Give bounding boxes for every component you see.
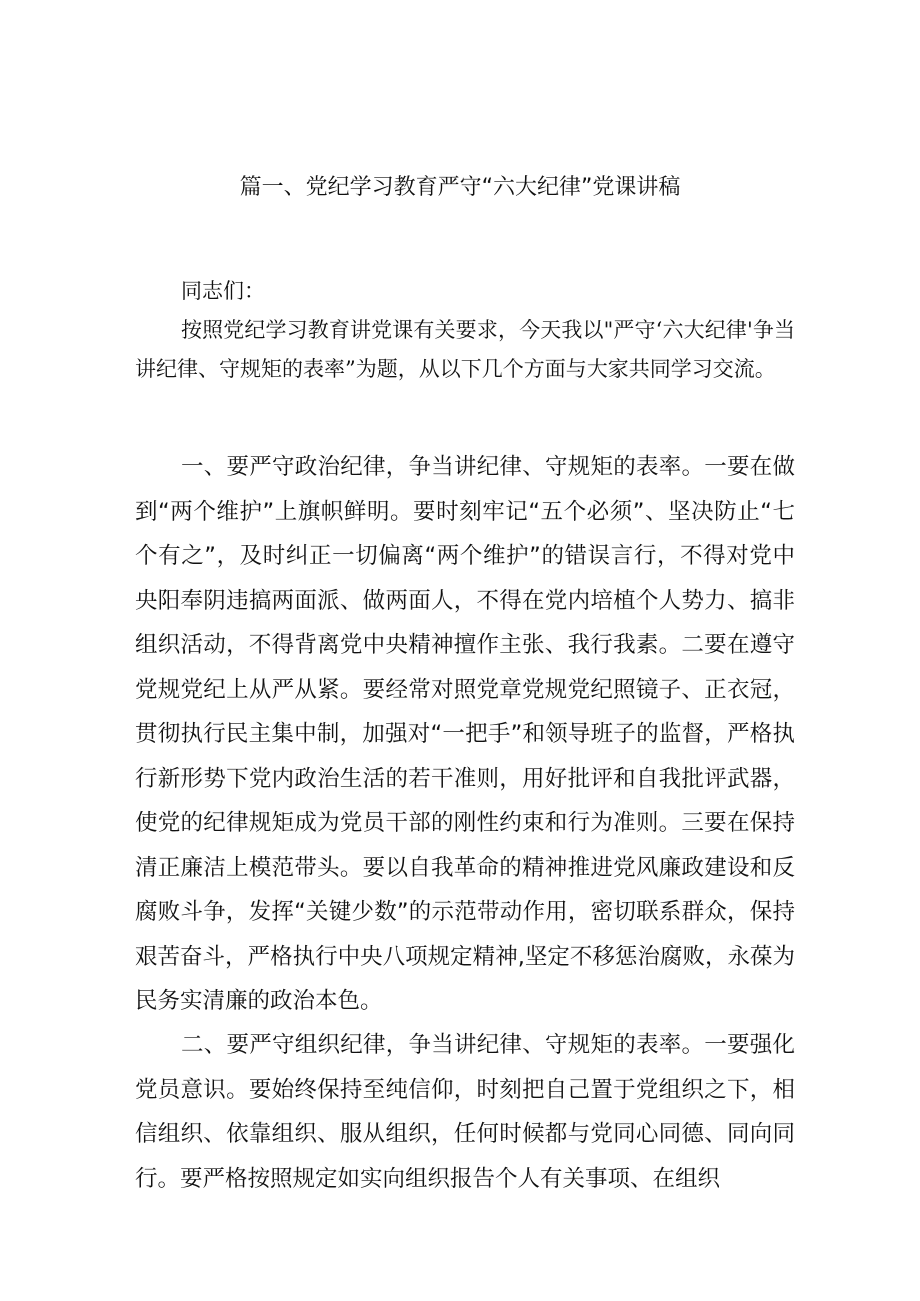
- greeting-paragraph: 同志们：: [181, 279, 265, 303]
- section-1-paragraph: 一、要严守政治纪律，争当讲纪律、守规矩的表率。一要在做到“两个维护”上旗帜鲜明。要时刻牢记“五个必须”、坚决防止“七个有之”，及时纠正一切偏离“两个维护”的错误言行，不得对党中央阳奉阴违搞两面派、做两面人，不得在党内培植个人势力、搞非组织活动，不得背离党中央精神擅作主张、我行我素。二要在遵守党规党纪上从严从紧。要经常对照党章党规党纪照镜子、正衣冠，贯彻执行民主集中制，加强对“一把手”和领导班子的监督，严格执行新形势下党内政治生活的若干准则，用好批评和自我批评武器，使党的纪律规矩成为党员干部的刚性约束和行为准则。三要在保持清正廉洁上模范带头。要以自我革命的精神推进党风廉政建设和反腐败斗争，发挥“关键少数”的示范带动作用，密切联系群众，保持艰苦奋斗，严格执行中央八项规定精神,坚定不移惩治腐败，永葆为民务实清廉的政治本色。: [135, 454, 795, 1014]
- intro-paragraph: 按照党纪学习教育讲党课有关要求，今天我以"严守‘六大纪律'争当讲纪律、守规矩的表率”为题，从以下几个方面与大家共同学习交流。: [135, 318, 795, 381]
- document-title: 篇一、党纪学习教育严守“六大纪律”党课讲稿: [239, 175, 681, 200]
- section-2-paragraph: 二、要严守组织纪律，争当讲纪律、守规矩的表率。一要强化党员意识。要始终保持至纯信仰，时刻把自己置于党组织之下，相信组织、依靠组织、服从组织，任何时候都与党同心同德、同向同行。要严格按照规定如实向组织报告个人有关事项、在组织: [135, 1032, 795, 1192]
